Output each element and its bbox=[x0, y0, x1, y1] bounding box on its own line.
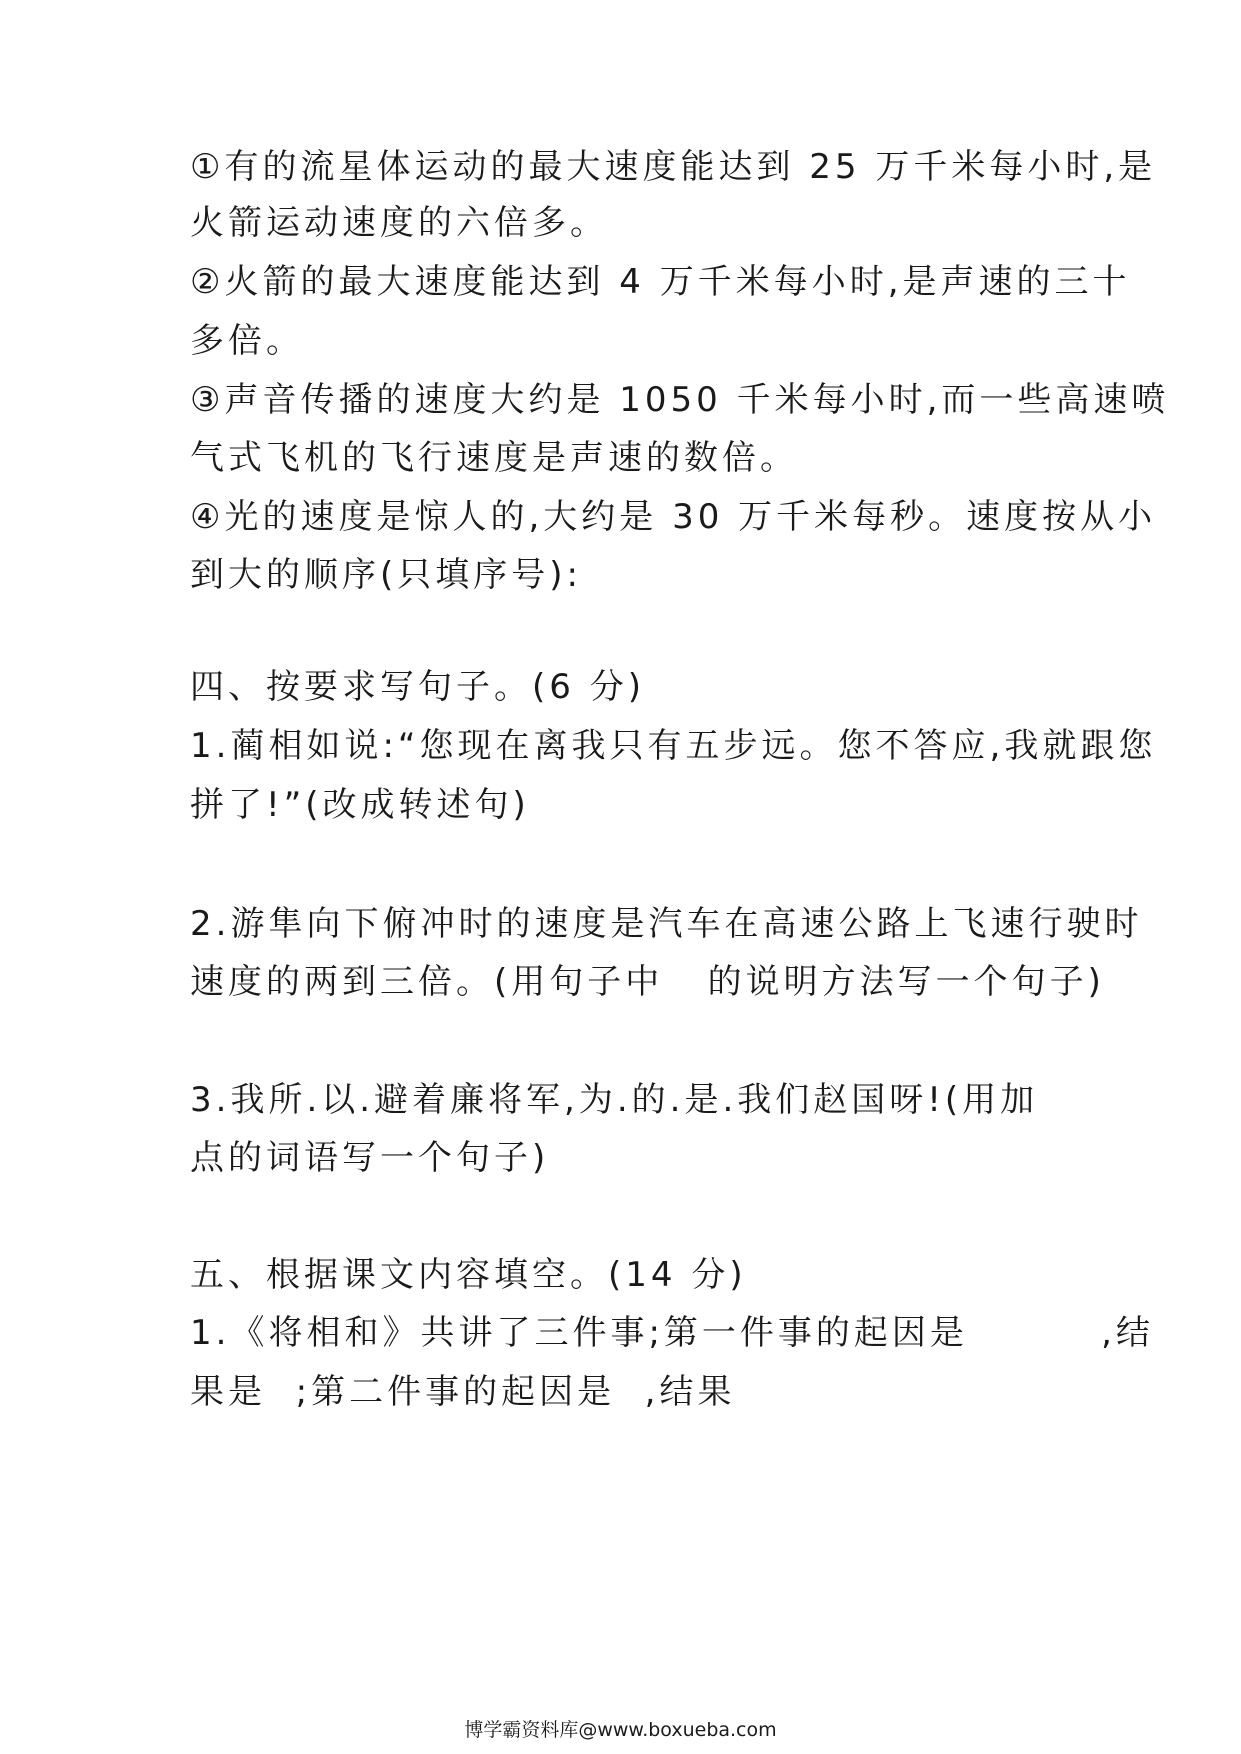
question-text: 点的词语写一个句子) bbox=[190, 1138, 550, 1178]
question-text: 果是 ;第二件事的起因是 ,结果 bbox=[190, 1372, 736, 1412]
question-text: 1.《将相和》共讲了三件事;第一件事的起因是 ,结 bbox=[190, 1313, 1154, 1353]
text-line: 到大的顺序(只填序号): bbox=[190, 555, 582, 595]
text-line: 气式飞机的飞行速度是声速的数倍。 bbox=[190, 438, 798, 478]
question-text: 1.蔺相如说:“您现在离我只有五步远。您不答应,我就跟您 bbox=[190, 726, 1157, 766]
text-line: 火箭运动速度的六倍多。 bbox=[190, 203, 608, 243]
footer-watermark: 博学霸资料库@www.boxueba.com bbox=[464, 1719, 777, 1741]
question-text: 拼了!”(改成转述句) bbox=[190, 785, 530, 825]
question-text: 3.我所.以.避着廉将军,为.的.是.我们赵国呀!(用加 bbox=[190, 1080, 1039, 1120]
text-line: 多倍。 bbox=[190, 321, 304, 361]
text-line: ④光的速度是惊人的,大约是 30 万千米每秒。速度按从小 bbox=[190, 497, 1157, 537]
text-line: ①有的流星体运动的最大速度能达到 25 万千米每小时,是 bbox=[190, 147, 1157, 187]
section-heading: 四、按要求写句子。(6 分) bbox=[190, 667, 645, 707]
text-line: ②火箭的最大速度能达到 4 万千米每小时,是声速的三十 bbox=[190, 262, 1131, 302]
section-heading: 五、根据课文内容填空。(14 分) bbox=[190, 1255, 747, 1295]
question-text: 速度的两到三倍。(用句子中 的说明方法写一个句子) bbox=[190, 962, 1105, 1002]
text-line: ③声音传播的速度大约是 1050 千米每小时,而一些高速喷 bbox=[190, 380, 1170, 420]
question-text: 2.游隼向下俯冲时的速度是汽车在高速公路上飞速行驶时 bbox=[190, 904, 1143, 944]
